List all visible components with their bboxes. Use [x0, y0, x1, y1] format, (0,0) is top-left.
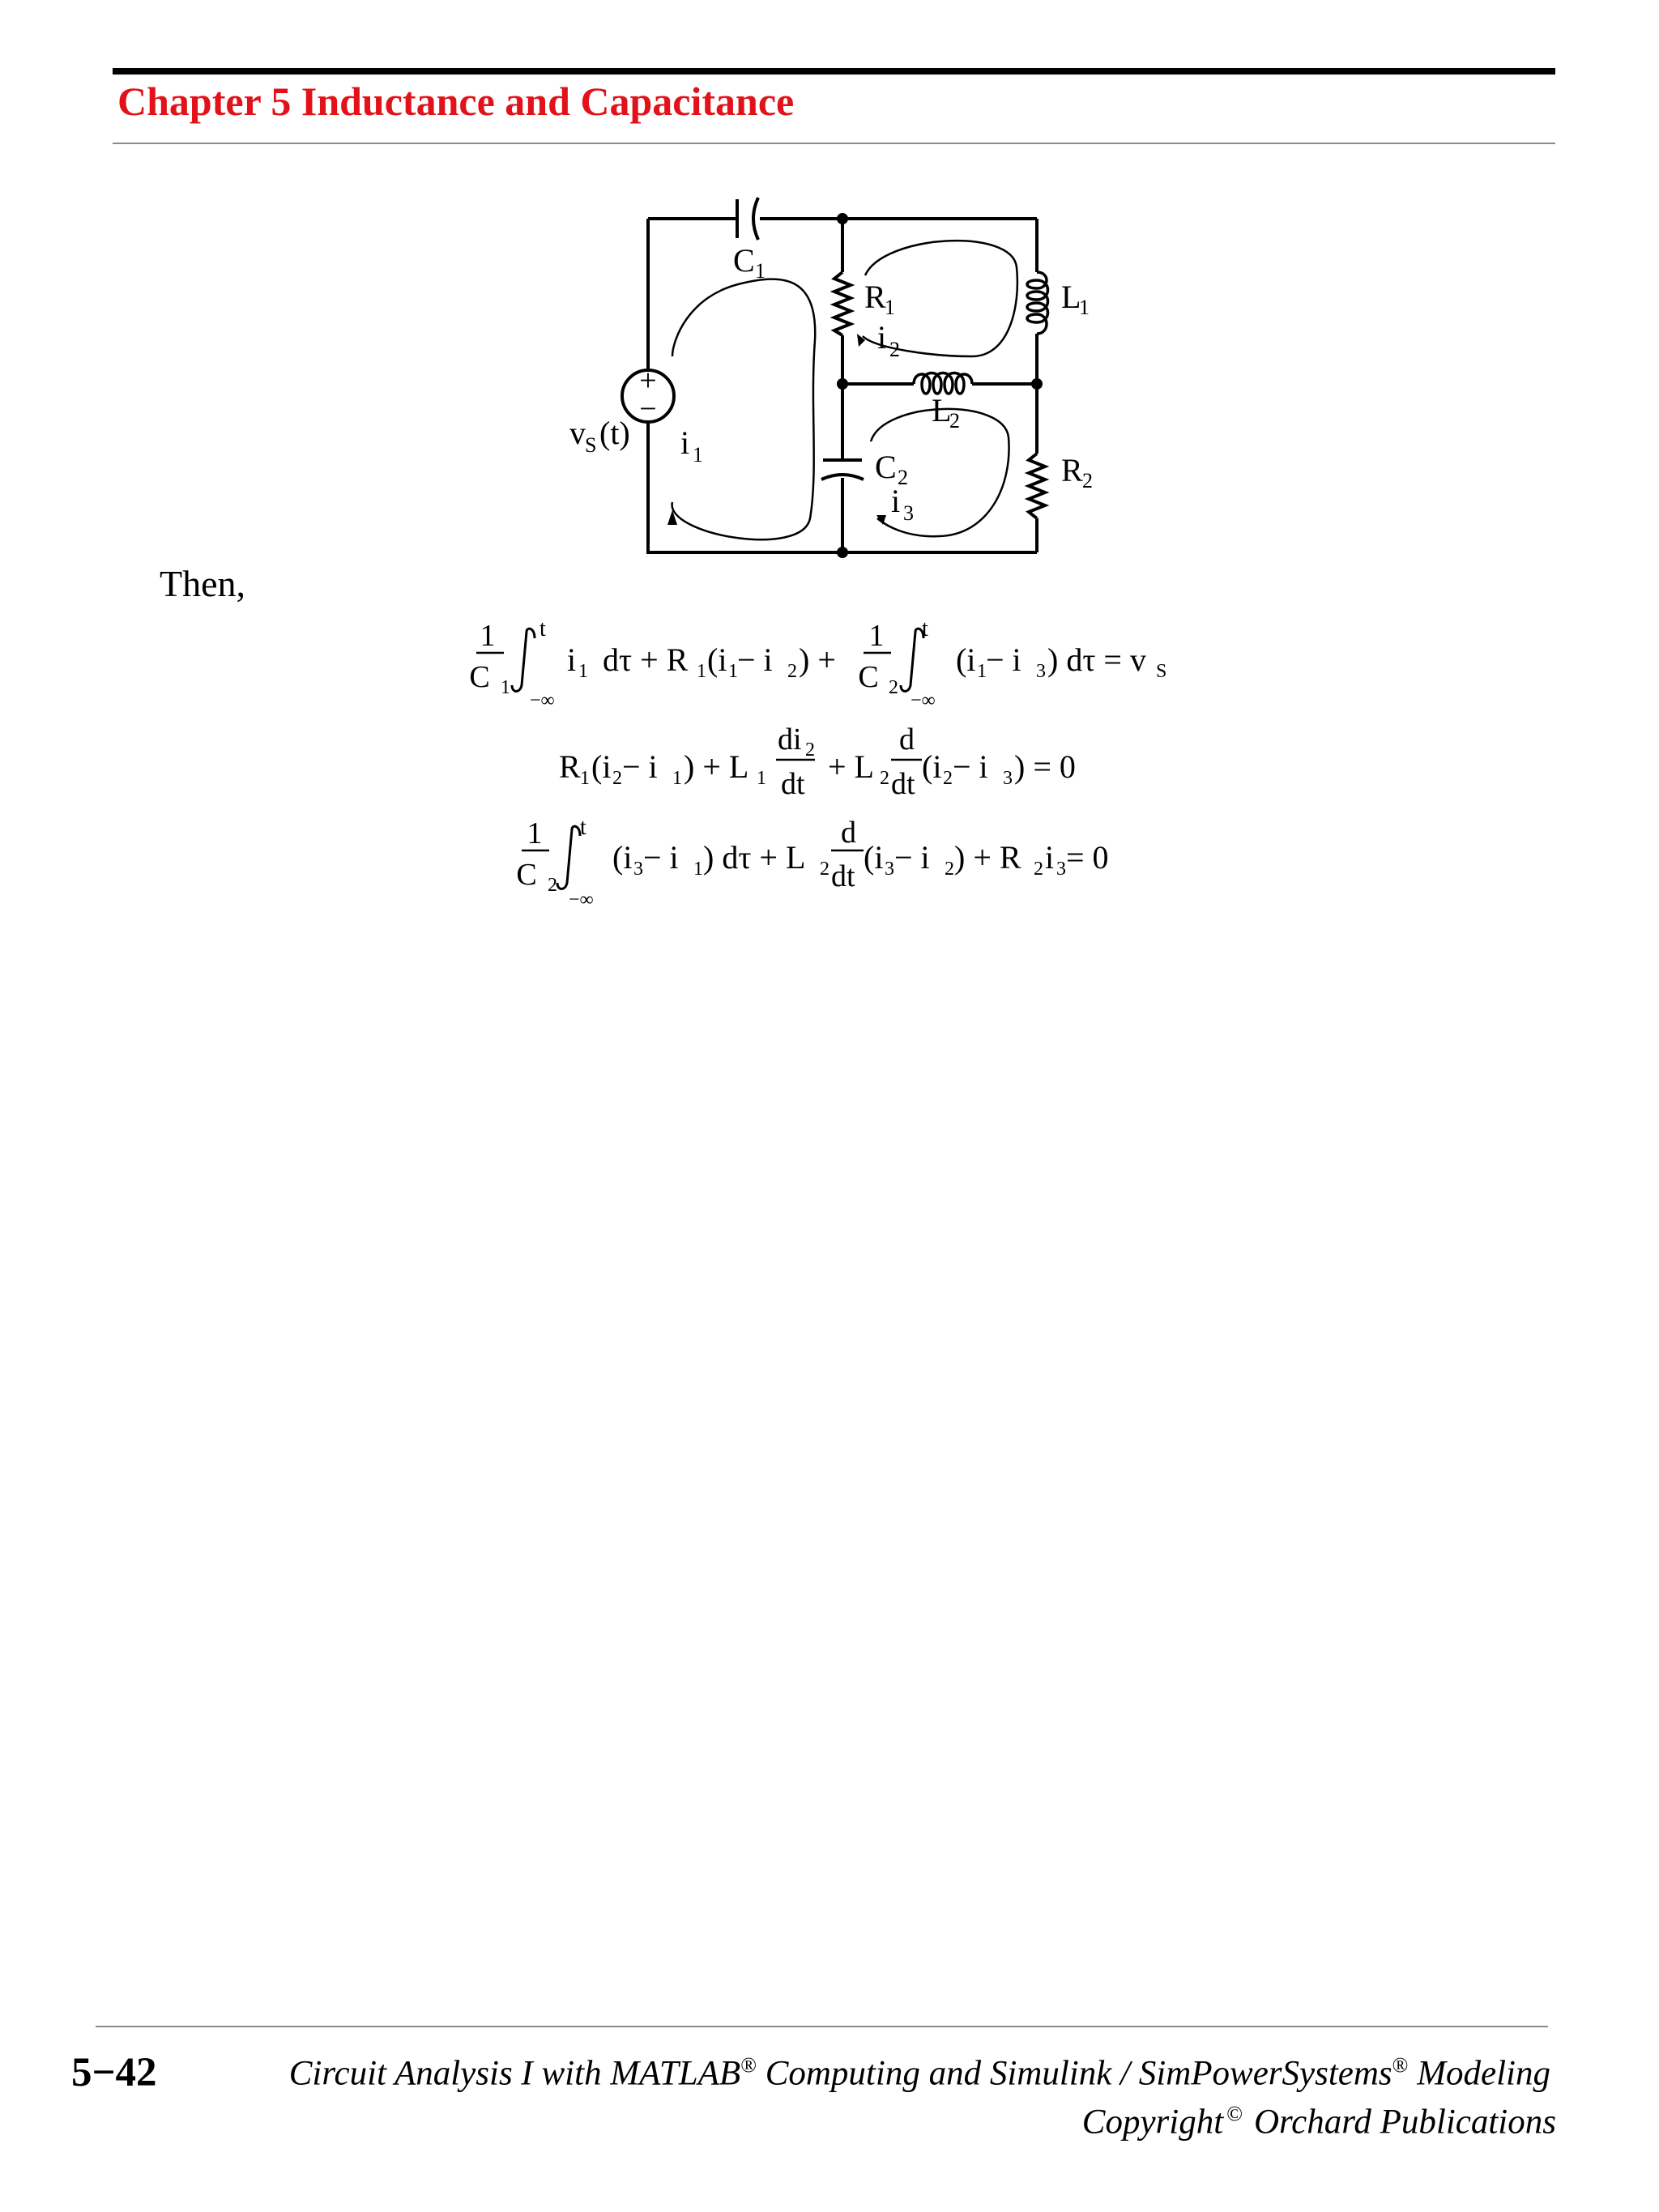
registered-mark-2: ®: [1392, 2053, 1409, 2077]
svg-text:1: 1: [1079, 296, 1090, 319]
svg-text:(i: (i: [922, 748, 942, 785]
svg-text:1: 1: [755, 259, 766, 283]
svg-text:d: d: [899, 722, 915, 757]
svg-text:= 0: = 0: [1066, 839, 1109, 876]
svg-text:−: −: [639, 392, 657, 426]
svg-text:R: R: [864, 279, 886, 315]
svg-text:(i: (i: [956, 641, 976, 678]
svg-text:di: di: [778, 722, 802, 757]
svg-text:1: 1: [728, 661, 738, 682]
svg-text:1: 1: [693, 443, 703, 467]
svg-text:2: 2: [949, 409, 960, 433]
svg-text:1: 1: [693, 859, 703, 880]
book-title-part-2: Computing and Simulink / SimPowerSystems: [756, 2054, 1392, 2093]
svg-text:v: v: [569, 415, 586, 451]
svg-text:(i: (i: [612, 839, 633, 876]
svg-text:1: 1: [697, 661, 706, 682]
svg-text:3: 3: [885, 859, 894, 880]
svg-text:− i: − i: [894, 839, 930, 876]
svg-text:L: L: [1061, 279, 1081, 315]
svg-text:−∞: −∞: [530, 690, 555, 711]
svg-text:+: +: [639, 364, 657, 398]
svg-text:1: 1: [885, 296, 895, 319]
svg-text:) dτ + L: ) dτ + L: [703, 839, 806, 876]
svg-text:1: 1: [977, 661, 987, 682]
svg-text:L: L: [932, 392, 952, 428]
svg-text:i: i: [567, 641, 577, 678]
svg-text:2: 2: [1082, 469, 1093, 492]
svg-text:2: 2: [805, 739, 815, 761]
svg-text:i: i: [680, 424, 690, 461]
registered-mark-1: ®: [740, 2053, 757, 2077]
svg-text:C: C: [858, 660, 879, 694]
svg-text:1: 1: [527, 816, 543, 850]
svg-text:+ L: + L: [828, 748, 874, 785]
book-title: [289, 2053, 1550, 2093]
svg-text:1: 1: [580, 768, 590, 789]
svg-text:) + L: ) + L: [684, 748, 749, 785]
svg-text:(i: (i: [591, 748, 612, 785]
svg-text:C: C: [733, 242, 755, 279]
svg-text:R: R: [559, 748, 581, 785]
publisher-name: Orchard Publications: [1253, 2103, 1556, 2142]
svg-text:C: C: [875, 449, 897, 485]
svg-text:(t): (t): [599, 415, 630, 451]
svg-text:1: 1: [578, 661, 588, 682]
svg-text:1: 1: [480, 619, 496, 653]
svg-text:− i: − i: [986, 641, 1021, 678]
svg-text:1: 1: [868, 619, 885, 653]
svg-text:i: i: [1045, 839, 1055, 876]
svg-text:2: 2: [820, 859, 830, 880]
svg-text:dt: dt: [781, 767, 805, 801]
copyright-symbol: ©: [1226, 2102, 1243, 2125]
svg-text:) = 0: ) = 0: [1014, 748, 1076, 785]
svg-text:3: 3: [633, 859, 643, 880]
equation-1: [469, 616, 1166, 711]
svg-text:2: 2: [889, 338, 900, 361]
svg-text:− i: − i: [737, 641, 773, 678]
svg-text:i: i: [891, 483, 901, 519]
svg-text:(i: (i: [864, 839, 884, 876]
svg-text:2: 2: [898, 466, 908, 489]
svg-text:t: t: [922, 616, 928, 641]
svg-text:1: 1: [672, 768, 682, 789]
svg-text:) +: ) +: [799, 641, 836, 678]
svg-text:3: 3: [1003, 768, 1013, 789]
svg-text:) + R: ) + R: [954, 839, 1021, 876]
svg-text:2: 2: [880, 768, 889, 789]
svg-text:i: i: [877, 319, 887, 356]
svg-text:3: 3: [1036, 661, 1046, 682]
svg-text:1: 1: [501, 677, 510, 698]
svg-text:2: 2: [548, 875, 557, 896]
footer-rule: [96, 2026, 1548, 2027]
svg-text:) dτ = v: ) dτ = v: [1047, 641, 1146, 678]
copyright-word: Copyright: [1081, 2103, 1224, 2142]
chapter-title: Chapter 5 Inductance and Capacitance: [117, 79, 795, 124]
svg-text:1: 1: [757, 768, 766, 789]
book-title-part-3: Modeling: [1408, 2054, 1550, 2093]
svg-text:dτ + R: dτ + R: [603, 641, 689, 678]
svg-text:dt: dt: [891, 767, 915, 801]
svg-text:3: 3: [903, 501, 914, 525]
svg-text:R: R: [1061, 452, 1083, 488]
equation-3: [516, 815, 1108, 910]
svg-text:− i: − i: [643, 839, 679, 876]
svg-text:(i: (i: [707, 641, 727, 678]
svg-text:t: t: [539, 616, 546, 641]
svg-text:−∞: −∞: [911, 690, 936, 711]
book-title-part-1: Circuit Analysis I with MATLAB: [288, 2054, 741, 2093]
then-text: Then,: [160, 563, 246, 604]
svg-text:3: 3: [1056, 859, 1066, 880]
svg-text:dt: dt: [831, 859, 855, 893]
svg-text:C: C: [516, 858, 537, 892]
svg-text:2: 2: [612, 768, 622, 789]
svg-text:− i: − i: [953, 748, 988, 785]
svg-text:2: 2: [889, 677, 898, 698]
svg-text:d: d: [841, 816, 856, 850]
svg-text:2: 2: [1034, 859, 1043, 880]
copyright-line: [1082, 2102, 1556, 2142]
svg-text:S: S: [1156, 661, 1167, 682]
mesh-equations: [0, 0, 1659, 972]
svg-text:S: S: [585, 433, 597, 457]
svg-text:2: 2: [945, 859, 954, 880]
svg-text:2: 2: [787, 661, 797, 682]
svg-text:t: t: [580, 815, 586, 840]
svg-text:− i: − i: [622, 748, 658, 785]
svg-text:C: C: [469, 660, 490, 694]
equation-2: [559, 722, 1076, 801]
svg-text:2: 2: [943, 768, 953, 789]
svg-text:−∞: −∞: [569, 889, 594, 910]
page-number: 5−42: [71, 2050, 157, 2095]
